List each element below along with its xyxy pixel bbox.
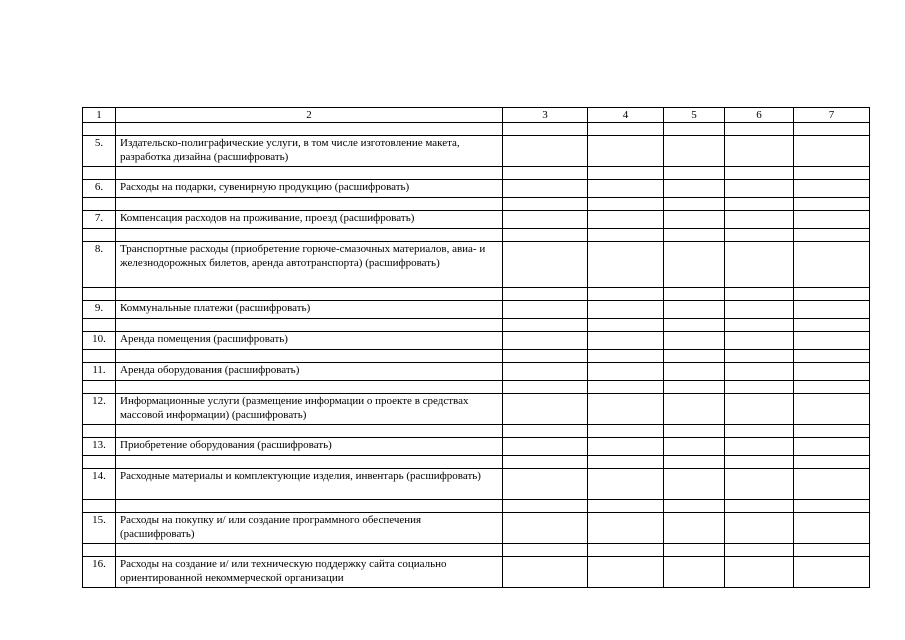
value-cell: [503, 242, 588, 288]
empty-cell: [83, 456, 116, 469]
row-number: 12.: [83, 394, 116, 425]
empty-cell: [83, 198, 116, 211]
table-row: [83, 180, 870, 198]
empty-cell: [725, 167, 794, 180]
empty-cell: [664, 500, 725, 513]
value-cell: [725, 363, 794, 381]
expense-item-name: Аренда оборудования (расшифровать): [116, 363, 503, 381]
empty-cell: [83, 381, 116, 394]
empty-cell: [588, 123, 664, 136]
value-cell: [588, 438, 664, 456]
value-cell: [794, 438, 870, 456]
value-cell: [503, 363, 588, 381]
header-cell-3: 3: [503, 108, 588, 123]
empty-cell: [664, 544, 725, 557]
empty-cell: [664, 425, 725, 438]
value-cell: [664, 513, 725, 544]
empty-cell: [116, 456, 503, 469]
empty-cell: [503, 167, 588, 180]
value-cell: [588, 394, 664, 425]
empty-cell: [116, 381, 503, 394]
expense-item-name: Приобретение оборудования (расшифровать): [116, 438, 503, 456]
budget-table: [82, 107, 870, 588]
expense-item-name: Издательско-полиграфические услуги, в том числе изготовление макета, разработка дизайна (расшифровать): [116, 136, 503, 167]
empty-cell: [664, 350, 725, 363]
value-cell: [503, 557, 588, 588]
value-cell: [794, 394, 870, 425]
value-cell: [725, 136, 794, 167]
empty-cell: [588, 229, 664, 242]
empty-cell: [116, 229, 503, 242]
table-row: [83, 469, 870, 500]
spacer-row: [83, 381, 870, 394]
empty-cell: [664, 456, 725, 469]
empty-cell: [725, 350, 794, 363]
empty-cell: [725, 544, 794, 557]
table-row: [83, 136, 870, 167]
empty-cell: [588, 350, 664, 363]
value-cell: [794, 180, 870, 198]
spacer-row: [83, 544, 870, 557]
value-cell: [503, 136, 588, 167]
empty-cell: [503, 123, 588, 136]
value-cell: [664, 136, 725, 167]
empty-cell: [725, 425, 794, 438]
empty-cell: [116, 288, 503, 301]
empty-cell: [83, 500, 116, 513]
row-number: 14.: [83, 469, 116, 500]
spacer-row: [83, 500, 870, 513]
empty-cell: [116, 350, 503, 363]
expense-item-name: Транспортные расходы (приобретение горюче-смазочных материалов, авиа- и железнодорожных билетов, аренда автотранспорта) (расшифровать): [116, 242, 503, 288]
value-cell: [664, 332, 725, 350]
spacer-row: [83, 198, 870, 211]
empty-cell: [794, 229, 870, 242]
empty-cell: [116, 425, 503, 438]
empty-cell: [664, 381, 725, 394]
value-cell: [503, 211, 588, 229]
spacer-row: [83, 288, 870, 301]
empty-cell: [588, 500, 664, 513]
header-row: [83, 108, 870, 123]
empty-cell: [83, 319, 116, 332]
empty-cell: [83, 229, 116, 242]
spacer-row: [83, 350, 870, 363]
table-row: [83, 242, 870, 288]
empty-cell: [503, 456, 588, 469]
empty-cell: [794, 319, 870, 332]
empty-cell: [83, 123, 116, 136]
empty-cell: [503, 425, 588, 438]
empty-cell: [116, 319, 503, 332]
empty-cell: [794, 288, 870, 301]
empty-cell: [794, 381, 870, 394]
empty-cell: [588, 167, 664, 180]
value-cell: [794, 242, 870, 288]
table-row: [83, 211, 870, 229]
empty-cell: [725, 288, 794, 301]
value-cell: [588, 242, 664, 288]
empty-cell: [503, 319, 588, 332]
empty-cell: [588, 319, 664, 332]
value-cell: [725, 301, 794, 319]
value-cell: [725, 469, 794, 500]
spacer-row: [83, 167, 870, 180]
empty-cell: [664, 123, 725, 136]
empty-cell: [116, 198, 503, 211]
value-cell: [794, 363, 870, 381]
value-cell: [664, 180, 725, 198]
spacer-row: [83, 229, 870, 242]
header-cell-7: 7: [794, 108, 870, 123]
header-cell-6: 6: [725, 108, 794, 123]
value-cell: [588, 557, 664, 588]
empty-cell: [664, 167, 725, 180]
row-number: 5.: [83, 136, 116, 167]
empty-cell: [588, 425, 664, 438]
empty-cell: [725, 500, 794, 513]
value-cell: [664, 211, 725, 229]
value-cell: [794, 136, 870, 167]
table-row: [83, 513, 870, 544]
empty-cell: [116, 167, 503, 180]
spacer-row: [83, 425, 870, 438]
value-cell: [503, 513, 588, 544]
empty-cell: [503, 381, 588, 394]
value-cell: [588, 332, 664, 350]
empty-cell: [664, 229, 725, 242]
value-cell: [503, 332, 588, 350]
value-cell: [503, 301, 588, 319]
empty-cell: [503, 544, 588, 557]
empty-cell: [588, 544, 664, 557]
empty-cell: [588, 288, 664, 301]
value-cell: [664, 363, 725, 381]
header-cell-4: 4: [588, 108, 664, 123]
row-number: 11.: [83, 363, 116, 381]
value-cell: [794, 301, 870, 319]
value-cell: [503, 180, 588, 198]
expense-item-name: Компенсация расходов на проживание, проезд (расшифровать): [116, 211, 503, 229]
value-cell: [794, 513, 870, 544]
empty-cell: [794, 167, 870, 180]
empty-cell: [794, 350, 870, 363]
value-cell: [794, 332, 870, 350]
table-row: [83, 394, 870, 425]
empty-cell: [725, 123, 794, 136]
empty-cell: [116, 123, 503, 136]
value-cell: [794, 469, 870, 500]
empty-cell: [83, 544, 116, 557]
table-row: [83, 557, 870, 588]
value-cell: [503, 394, 588, 425]
header-cell-2: 2: [116, 108, 503, 123]
empty-cell: [794, 198, 870, 211]
expense-item-name: Расходы на подарки, сувенирную продукцию (расшифровать): [116, 180, 503, 198]
value-cell: [794, 557, 870, 588]
empty-cell: [588, 456, 664, 469]
expense-item-name: Информационные услуги (размещение информации о проекте в средствах массовой информации) (расшифровать): [116, 394, 503, 425]
row-number: 15.: [83, 513, 116, 544]
empty-cell: [588, 198, 664, 211]
value-cell: [725, 211, 794, 229]
empty-cell: [83, 425, 116, 438]
empty-cell: [725, 319, 794, 332]
value-cell: [588, 469, 664, 500]
value-cell: [503, 469, 588, 500]
table-row: [83, 301, 870, 319]
empty-cell: [664, 288, 725, 301]
empty-cell: [725, 456, 794, 469]
expense-item-name: Коммунальные платежи (расшифровать): [116, 301, 503, 319]
table-row: [83, 363, 870, 381]
empty-cell: [83, 350, 116, 363]
empty-cell: [794, 123, 870, 136]
table-row: [83, 438, 870, 456]
value-cell: [725, 180, 794, 198]
value-cell: [725, 394, 794, 425]
row-number: 13.: [83, 438, 116, 456]
empty-cell: [503, 288, 588, 301]
empty-cell: [794, 425, 870, 438]
header-cell-5: 5: [664, 108, 725, 123]
value-cell: [588, 180, 664, 198]
value-cell: [664, 438, 725, 456]
spacer-row: [83, 123, 870, 136]
value-cell: [725, 438, 794, 456]
value-cell: [588, 136, 664, 167]
empty-cell: [503, 229, 588, 242]
value-cell: [725, 332, 794, 350]
empty-cell: [503, 350, 588, 363]
value-cell: [664, 242, 725, 288]
empty-cell: [725, 381, 794, 394]
row-number: 10.: [83, 332, 116, 350]
value-cell: [725, 557, 794, 588]
value-cell: [503, 438, 588, 456]
empty-cell: [116, 500, 503, 513]
empty-cell: [794, 456, 870, 469]
empty-cell: [503, 198, 588, 211]
spacer-row: [83, 456, 870, 469]
empty-cell: [83, 167, 116, 180]
table-row: [83, 332, 870, 350]
value-cell: [588, 513, 664, 544]
empty-cell: [503, 500, 588, 513]
empty-cell: [116, 544, 503, 557]
expense-item-name: Расходы на покупку и/ или создание программного обеспечения (расшифровать): [116, 513, 503, 544]
value-cell: [588, 301, 664, 319]
empty-cell: [794, 544, 870, 557]
value-cell: [725, 513, 794, 544]
value-cell: [664, 394, 725, 425]
row-number: 9.: [83, 301, 116, 319]
value-cell: [794, 211, 870, 229]
empty-cell: [588, 381, 664, 394]
row-number: 8.: [83, 242, 116, 288]
expense-item-name: Расходные материалы и комплектующие изделия, инвентарь (расшифровать): [116, 469, 503, 500]
header-cell-1: 1: [83, 108, 116, 123]
budget-table-body: [83, 108, 870, 588]
row-number: 7.: [83, 211, 116, 229]
spacer-row: [83, 319, 870, 332]
value-cell: [664, 557, 725, 588]
empty-cell: [725, 229, 794, 242]
empty-cell: [664, 198, 725, 211]
value-cell: [588, 363, 664, 381]
empty-cell: [83, 288, 116, 301]
empty-cell: [794, 500, 870, 513]
row-number: 6.: [83, 180, 116, 198]
value-cell: [725, 242, 794, 288]
value-cell: [664, 469, 725, 500]
row-number: 16.: [83, 557, 116, 588]
value-cell: [588, 211, 664, 229]
expense-item-name: Аренда помещения (расшифровать): [116, 332, 503, 350]
value-cell: [664, 301, 725, 319]
empty-cell: [664, 319, 725, 332]
expense-item-name: Расходы на создание и/ или техническую поддержку сайта социально ориентированной некоммерческой организации: [116, 557, 503, 588]
empty-cell: [725, 198, 794, 211]
